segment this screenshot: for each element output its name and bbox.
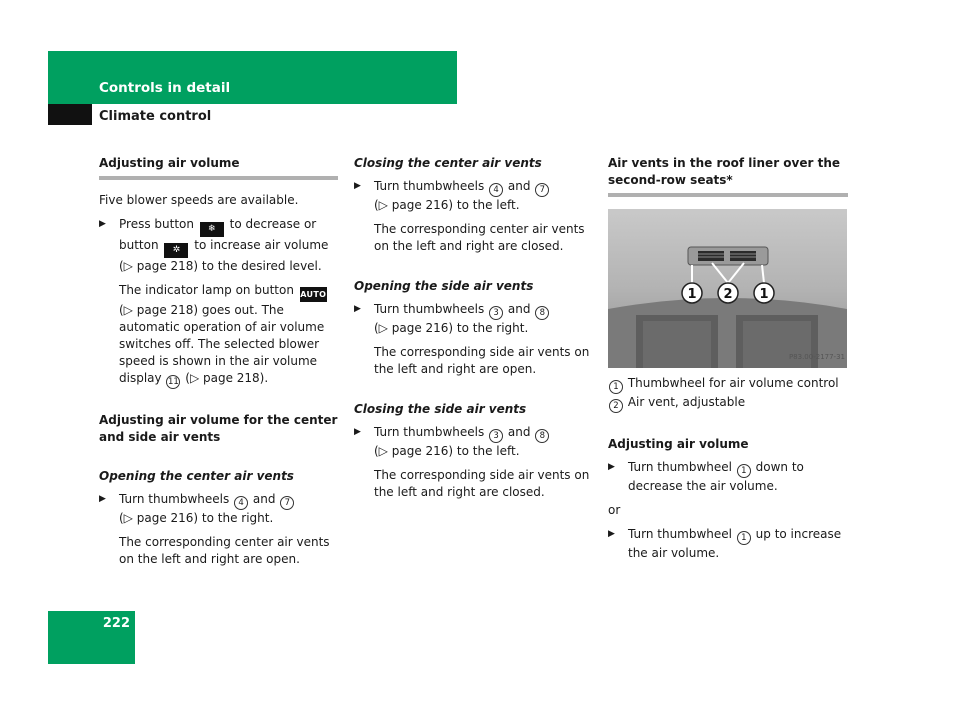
paragraph-center-closed: The corresponding center air vents on the left and right are closed. <box>374 222 585 253</box>
callout-number: 8 <box>535 429 549 443</box>
paragraph-blower-speeds: Five blower speeds are available. <box>99 193 299 207</box>
paragraph-side-closed: The corresponding side air vents on the left and right are closed. <box>374 468 590 499</box>
step-thumbwheel-down <box>608 459 848 495</box>
step-turn-thumbwheels <box>354 178 592 214</box>
step-text: Turn thumbwheel <box>628 527 732 541</box>
heading-roof-liner-vents: Air vents in the roof liner over the second-row seats* <box>608 155 848 197</box>
heading-opening-side-vents: Opening the side air vents <box>354 279 534 293</box>
triangle-right-icon: ▶ <box>99 219 106 229</box>
step-text: and <box>507 179 531 193</box>
step-text: Turn thumbwheels <box>119 492 230 506</box>
step-text: Turn thumbwheels <box>374 179 485 193</box>
step-text: up to increase the air volume. <box>628 527 842 560</box>
paragraph-text: The indicator lamp on button <box>119 283 294 297</box>
step-text: Turn thumbwheels <box>374 302 485 316</box>
step-text: Turn thumbwheels <box>374 425 485 439</box>
page-number: 222 <box>102 616 130 631</box>
roof-vent-illustration <box>608 209 847 368</box>
step-turn-thumbwheels <box>99 491 338 527</box>
fan-high-icon: ✲ <box>164 243 188 258</box>
heading-closing-center-vents: Closing the center air vents <box>354 156 542 170</box>
paragraph-indicator-lamp <box>99 282 338 389</box>
header-black-tab <box>48 104 92 125</box>
step-press-button <box>99 216 338 275</box>
legend-item <box>608 394 848 413</box>
callout-number: 11 <box>168 377 179 387</box>
heading-adjusting-air-volume-2: Adjusting air volume <box>608 437 749 451</box>
triangle-right-icon: ▶ <box>608 462 615 472</box>
paragraph-center-open: The corresponding center air vents on the left and right are open. <box>119 535 330 566</box>
callout-number: 1 <box>737 531 751 545</box>
step-text: and <box>507 425 531 439</box>
heading-opening-center-vents: Opening the center air vents <box>99 469 294 483</box>
step-text: to increase air volume (▷ page 218) to the desired level. <box>119 238 329 273</box>
triangle-right-icon: ▶ <box>354 427 361 437</box>
callout-number: 3 <box>489 429 503 443</box>
step-text: Turn thumbwheel <box>628 460 732 474</box>
photo-callout-right: 1 <box>759 287 769 302</box>
auto-button-icon: AUTO <box>300 287 327 302</box>
callout-number: 4 <box>489 183 503 197</box>
photo-callout-middle: 2 <box>723 287 733 302</box>
callout-number: 2 <box>609 399 623 413</box>
callout-number: 1 <box>737 464 751 478</box>
column-2 <box>354 155 592 508</box>
column-1 <box>99 155 338 575</box>
step-text: and <box>252 492 276 506</box>
paragraph-text: (▷ page 218) goes out. The automatic operation of air volume switches off. The selected blower speed is shown in the air volume display <box>119 303 325 385</box>
heading-center-side-vents: Adjusting air volume for the center and side air vents <box>99 413 338 444</box>
paragraph-side-open: The corresponding side air vents on the left and right are open. <box>374 345 590 376</box>
column-3 <box>608 155 848 569</box>
photo-code: P83.00-2177-31 <box>788 353 845 361</box>
step-text: (▷ page 216) to the right. <box>119 511 274 525</box>
page-number-box <box>48 611 135 664</box>
or-text: or <box>608 503 621 517</box>
roof-vent-photo <box>608 209 847 368</box>
section-title: Controls in detail <box>99 80 231 96</box>
callout-number: 8 <box>535 306 549 320</box>
step-text: (▷ page 216) to the left. <box>374 444 520 458</box>
callout-number: 1 <box>609 380 623 394</box>
heading-adjusting-air-volume: Adjusting air volume <box>99 155 338 180</box>
step-text: (▷ page 216) to the right. <box>374 321 529 335</box>
step-text: (▷ page 216) to the left. <box>374 198 520 212</box>
step-text: to decrease or button <box>119 217 317 252</box>
legend-text: Air vent, adjustable <box>627 395 746 409</box>
step-text: and <box>507 302 531 316</box>
legend-text: Thumbwheel for air volume control <box>627 376 839 390</box>
triangle-right-icon: ▶ <box>99 494 106 504</box>
callout-number: 7 <box>280 496 294 510</box>
callout-number: 7 <box>535 183 549 197</box>
triangle-right-icon: ▶ <box>354 304 361 314</box>
legend-item <box>608 375 848 394</box>
step-turn-thumbwheels <box>354 301 592 337</box>
fan-low-icon: ❄ <box>200 222 224 237</box>
step-turn-thumbwheels <box>354 424 592 460</box>
triangle-right-icon: ▶ <box>354 181 361 191</box>
step-text: down to decrease the air volume. <box>628 460 804 493</box>
paragraph-text: (▷ page 218). <box>185 371 269 385</box>
subsection-title: Climate control <box>99 109 212 124</box>
triangle-right-icon: ▶ <box>608 529 615 539</box>
heading-closing-side-vents: Closing the side air vents <box>354 402 527 416</box>
callout-number: 3 <box>489 306 503 320</box>
photo-callout-left: 1 <box>687 287 697 302</box>
callout-number: 4 <box>234 496 248 510</box>
step-text: Press button <box>119 217 194 231</box>
step-thumbwheel-up <box>608 526 848 562</box>
